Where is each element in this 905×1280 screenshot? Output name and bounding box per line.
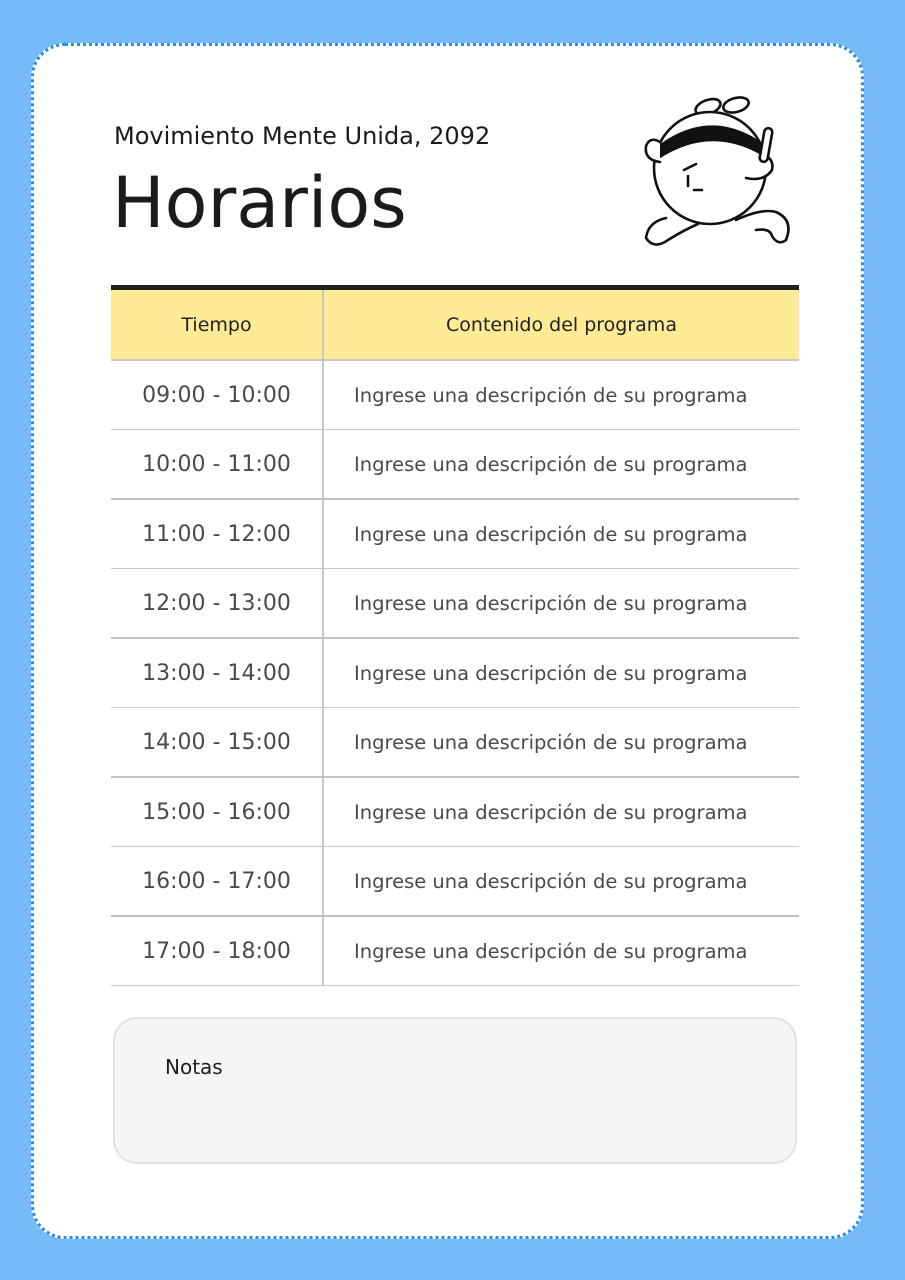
table-row	[111, 708, 799, 778]
schedule-table	[111, 285, 799, 986]
column-header-time: Tiempo	[111, 290, 324, 359]
time-cell: 12:00 - 13:00	[111, 569, 324, 637]
table-row	[111, 569, 799, 639]
program-description-cell[interactable]: Ingrese una descripción de su programa	[354, 939, 748, 963]
program-description-cell[interactable]: Ingrese una descripción de su programa	[354, 661, 748, 685]
time-cell: 14:00 - 15:00	[111, 708, 324, 776]
table-row	[111, 639, 799, 708]
time-cell: 11:00 - 12:00	[111, 500, 324, 568]
program-description-cell[interactable]: Ingrese una descripción de su programa	[354, 452, 748, 476]
program-description-cell[interactable]: Ingrese una descripción de su programa	[354, 522, 748, 546]
table-row	[111, 361, 799, 430]
table-row	[111, 847, 799, 917]
table-row	[111, 917, 799, 986]
program-description-cell[interactable]: Ingrese una descripción de su programa	[354, 383, 748, 407]
table-row	[111, 500, 799, 569]
column-header-program: Contenido del programa	[446, 313, 677, 336]
notes-box[interactable]	[113, 1017, 797, 1164]
time-cell: 16:00 - 17:00	[111, 847, 324, 915]
program-description-cell[interactable]: Ingrese una descripción de su programa	[354, 800, 748, 824]
program-description-cell[interactable]: Ingrese una descripción de su programa	[354, 591, 748, 615]
table-header-row	[111, 290, 799, 361]
event-subtitle: Movimiento Mente Unida, 2092	[114, 122, 491, 150]
table-body	[111, 361, 799, 986]
time-cell: 15:00 - 16:00	[111, 778, 324, 846]
page-title: Horarios	[112, 162, 407, 244]
table-row	[111, 430, 799, 500]
time-cell: 09:00 - 10:00	[111, 361, 324, 429]
time-cell: 13:00 - 14:00	[111, 639, 324, 707]
program-description-cell[interactable]: Ingrese una descripción de su programa	[354, 869, 748, 893]
time-cell: 17:00 - 18:00	[111, 917, 324, 985]
program-description-cell[interactable]: Ingrese una descripción de su programa	[354, 730, 748, 754]
notes-label: Notas	[165, 1055, 223, 1079]
time-cell: 10:00 - 11:00	[111, 430, 324, 498]
schedule-card	[31, 43, 864, 1239]
table-row	[111, 778, 799, 847]
running-mascot-icon	[626, 90, 796, 260]
